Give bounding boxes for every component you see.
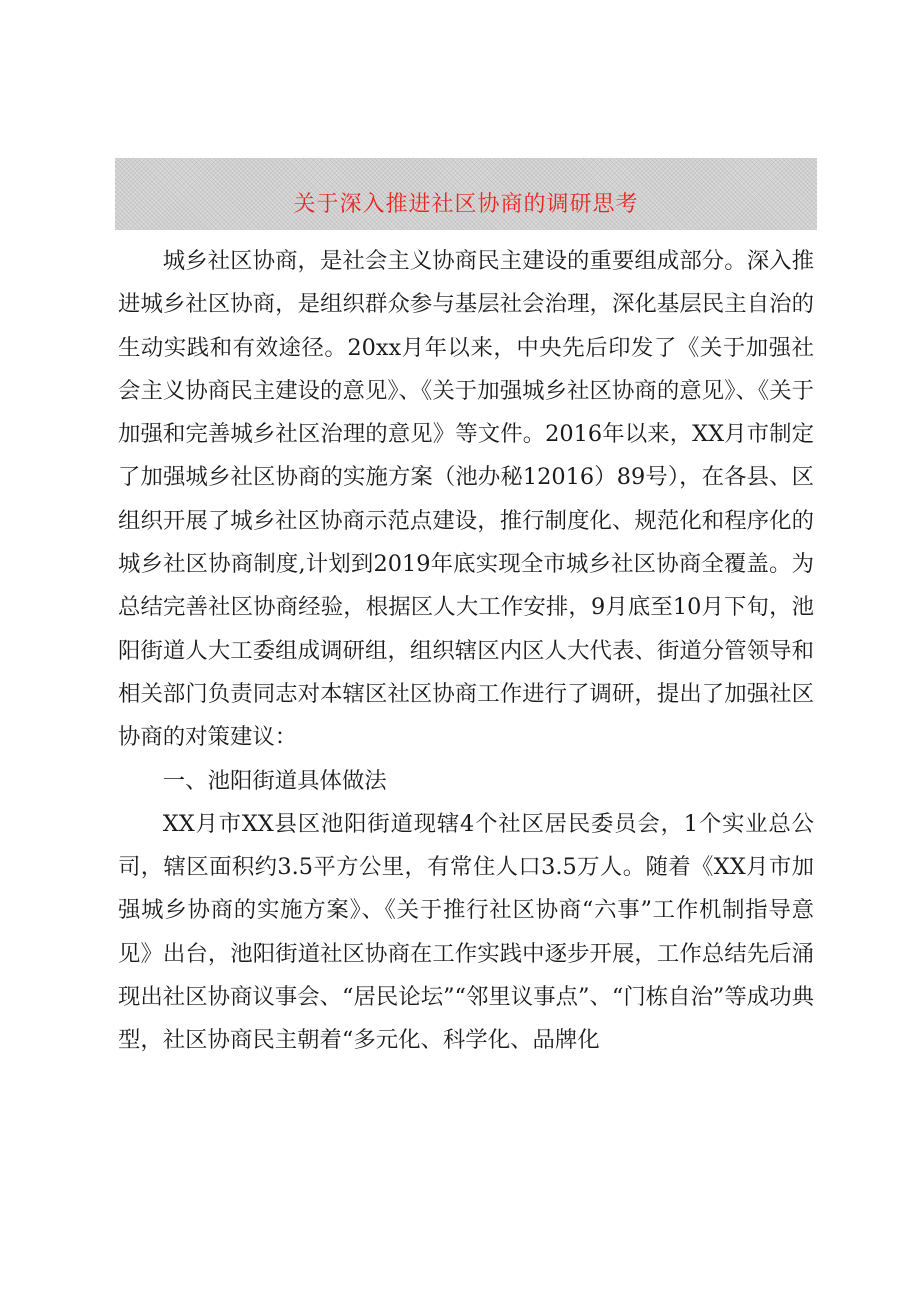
document-title: 关于深入推进社区协商的调研思考 xyxy=(293,192,639,217)
title-banner xyxy=(115,158,817,230)
intro-paragraph: 城乡社区协商，是社会主义协商民主建设的重要组成部分。深入推进城乡社区协商，是组织群众参与基层社会治理，深化基层民主自治的生动实践和有效途径。20xx月年以来，中央先后印发了《关于加强社会主义协商民主建设的意见》、《关于加强城乡社区协商的意见》、《关于加强和完善城乡社区治理的意见》等文件。2016年以来，XX月市制定了加强城乡社区协商的实施方案（池办秘12016）89号），在各县、区组织开展了城乡社区协商示范点建设，推行制度化、规范化和程序化的城乡社区协商制度,计划到2019年底实现全市城乡社区协商全覆盖。为总结完善社区协商经验，根据区人大工作安排，9月底至10月下旬，池阳街道人大工委组成调研组，组织辖区内区人大代表、街道分管领导和相关部门负责同志对本辖区社区协商工作进行了调研，提出了加强社区协商的对策建议： xyxy=(118,248,814,751)
document-body xyxy=(118,240,814,1063)
section-paragraph: XX月市XX县区池阳街道现辖4个社区居民委员会，1个实业总公司，辖区面积约3.5平方公里，有常住人口3.5万人。随着《XX月市加强城乡协商的实施方案》、《关于推行社区协商“六事”工作机制指导意见》出台，池阳街道社区协商在工作实践中逐步开展，工作总结先后涌现出社区协商议事会、“居民论坛”“邻里议事点”、“门栋自治”等成功典型，社区协商民主朝着“多元化、科学化、品牌化 xyxy=(118,810,814,1054)
section-heading: 一、池阳街道具体做法 xyxy=(162,767,387,794)
